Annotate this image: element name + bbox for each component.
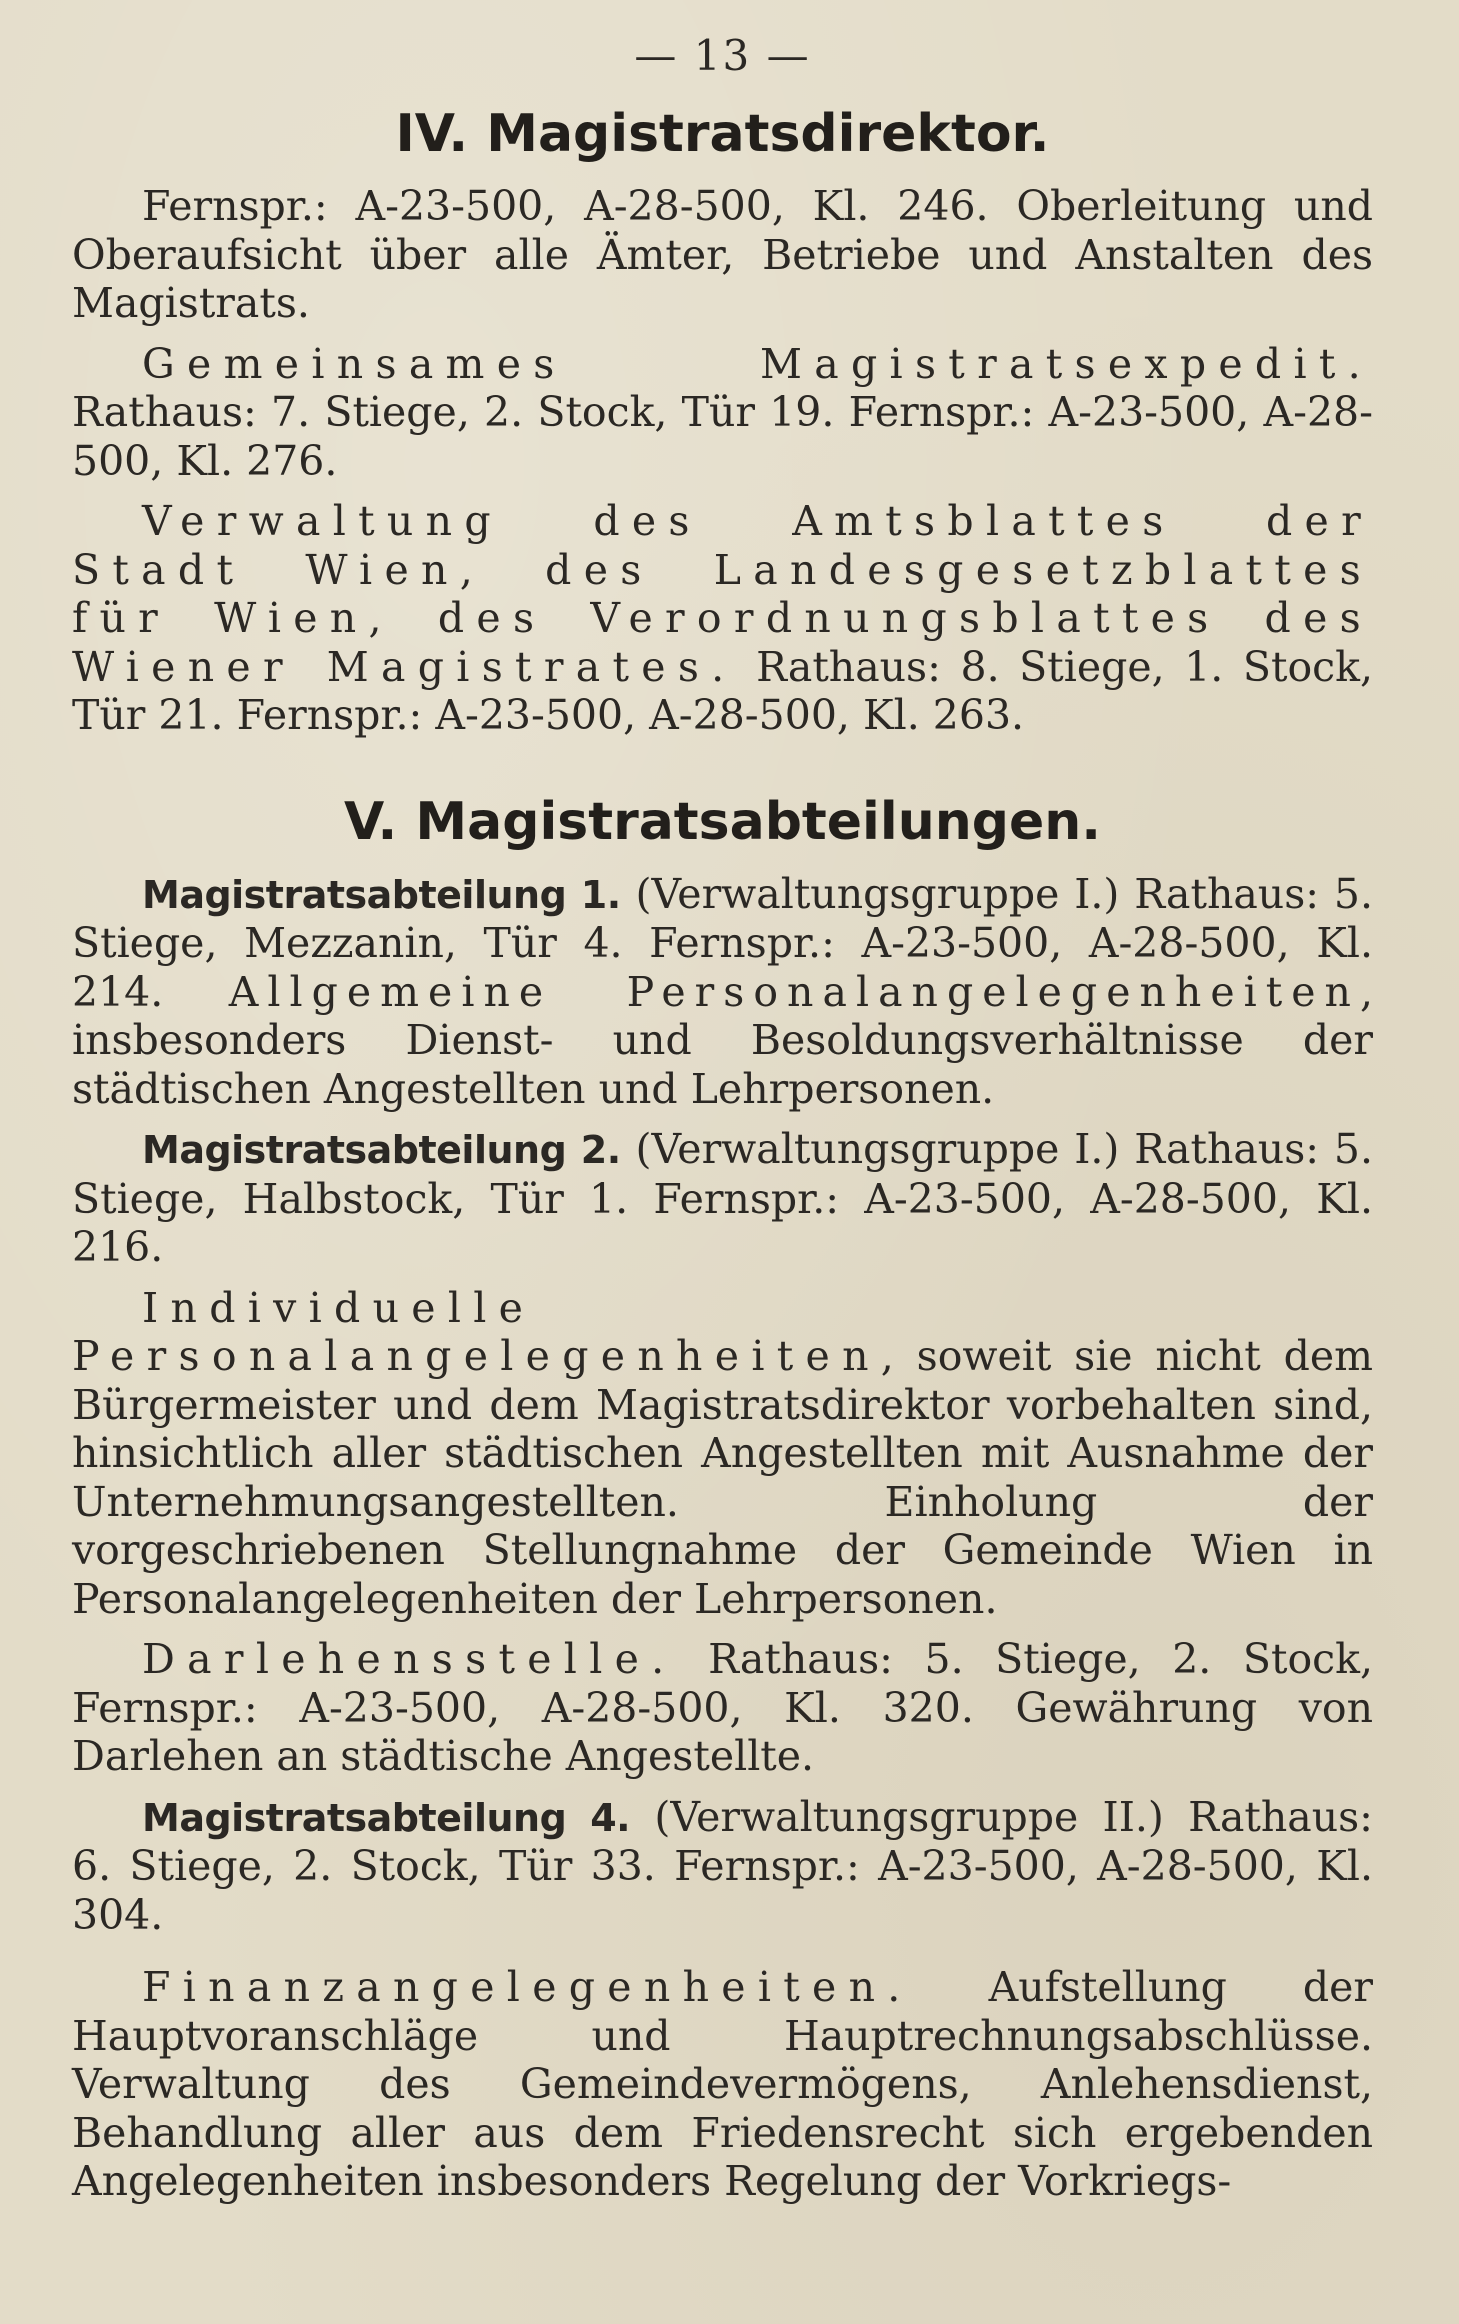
paragraph-ma2 [72,1125,1373,1272]
paragraph-amtsblatt [72,497,1373,740]
text-magistratsexpedit: Rathaus: 7. Stiege, 2. Stock, Tür 19. Fernspr.: A-23-500, A-28-500, Kl. 276. [72,388,1373,485]
text-ma1-duties: , insbesonders Dienst- und Besoldungsverhältnisse der städtischen Angestellten und Lehrpersonen. [72,967,1374,1113]
section-heading-magistratsdirektor: IV. Magistratsdirektor. [395,104,1050,164]
paragraph-darlehensstelle [72,1635,1373,1781]
emphasis-darlehensstelle: Darlehensstelle. [142,1635,677,1683]
page-number: — 13 — [634,31,811,80]
text-ma4-duties: Aufstellung der Hauptvoranschläge und Hauptrechnungsabschlüsse. Verwaltung des Gemeindevermögens, Anlehensdienst, Behandlung aller aus dem Friedensrecht sich ergebenden Angelegenheiten insbesonders Regelung der Vorkriegs- [72,1963,1373,2205]
dept-label-ma2: Magistratsabteilung 2. [142,1128,621,1172]
text-ma4-contact: (Verwaltungsgruppe II.) Rathaus: 6. Stiege, 2. Stock, Tür 33. Fernspr.: A-23-500, A-28-500, Kl. 304. [72,1792,1373,1939]
paragraph-magistratsdirektor: Fernspr.: A-23-500, A-28-500, Kl. 246. Oberleitung und Oberaufsicht über alle Ämter, Betriebe und Anstalten des Magistrats. [72,182,1373,327]
text-amtsblatt: Rathaus: 8. Stiege, 1. Stock, Tür 21. Fernspr.: A-23-500, A-28-500, Kl. 263. [72,642,1373,739]
paragraph-ma1 [72,870,1373,1114]
text-ma1-contact: (Verwaltungsgruppe I.) Rathaus: 5. Stiege, Mezzanin, Tür 4. Fernspr.: A-23-500, A-28-500, Kl. 214. [72,869,1373,1016]
dept-label-ma1: Magistratsabteilung 1. [142,872,621,917]
emphasis-amtsblatt: Verwaltung des Amtsblattes der Stadt Wien, des Landesgesetzblattes für Wien, des Verordnungsblattes des Wiener Magistrates. [72,497,1373,691]
text-ma2-contact: (Verwaltungsgruppe I.) Rathaus: 5. Stiege, Halbstock, Tür 1. Fernspr.: A-23-500, A-28-500, Kl. 216. [72,1125,1373,1271]
emphasis-ma1: Allgemeine Personalangelegenheiten [228,967,1360,1016]
text-ma2-duties: , soweit sie nicht dem Bürgermeister und dem Magistratsdirektor vorbehalten sind, hinsichtlich aller städtischen Angestellten mit Ausnahme der Unternehmungsangestellten. Einholung der vorgeschriebenen Stellungnahme der Gemeinde Wien in Personalangelegenheiten der Lehrpersonen. [72,1332,1373,1623]
text-darlehensstelle: Rathaus: 5. Stiege, 2. Stock, Fernspr.: A-23-500, A-28-500, Kl. 320. Gewährung von Darlehen an städtische Angestellte. [72,1635,1373,1780]
emphasis-ma2-duties: Individuelle Personalangelegenheiten [72,1283,881,1380]
paragraph-ma2-duties [72,1284,1373,1624]
paragraph-magistratsexpedit [72,340,1373,486]
section-heading-magistratsabteilungen: V. Magistratsabteilungen. [343,791,1102,852]
dept-label-ma4: Magistratsabteilung 4. [142,1795,631,1840]
emphasis-magistratsexpedit: Gemeinsames Magistratsexpedit. [142,339,1373,388]
paragraph-ma4-duties [72,1963,1373,2206]
paragraph-ma4 [72,1793,1373,1940]
emphasis-ma4-duties: Finanzangelegenheiten. [142,1963,913,2011]
